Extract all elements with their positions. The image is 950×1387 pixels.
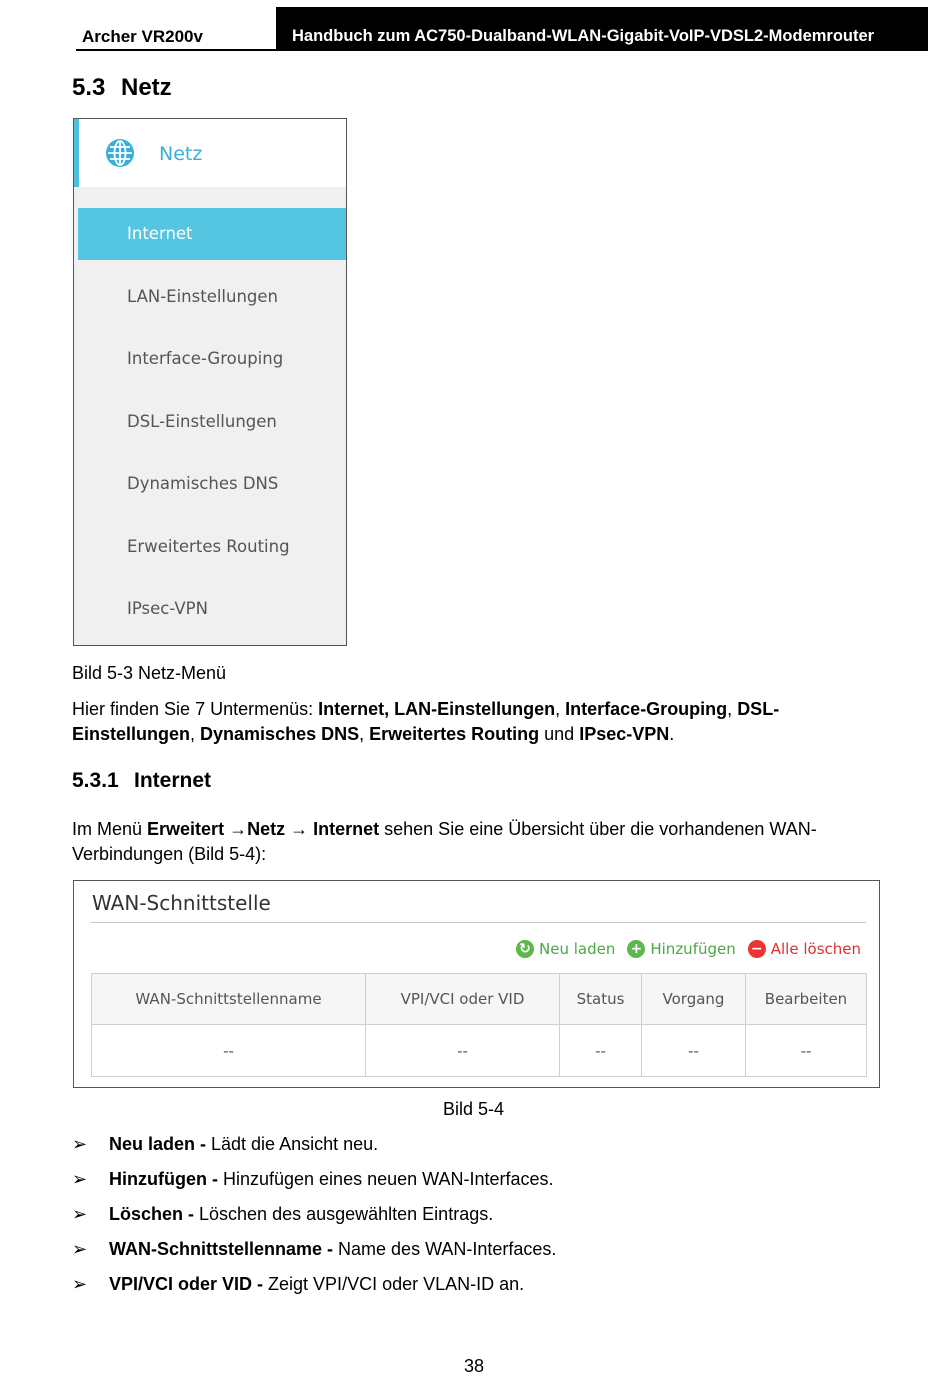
figure-caption-5-3: Bild 5-3 Netz-Menü xyxy=(72,663,227,683)
netz-menu-screenshot xyxy=(73,118,347,646)
table-cell: -- xyxy=(366,1025,560,1077)
menu-header[interactable] xyxy=(74,119,346,187)
column-header: Status xyxy=(560,974,642,1025)
table-header-row xyxy=(92,974,867,1025)
subsection-number: 5.3.1 xyxy=(72,769,119,792)
subsection-heading xyxy=(72,769,211,793)
table-row xyxy=(92,1025,867,1077)
add-button[interactable]: + Hinzufügen xyxy=(627,940,735,958)
intro-line-2: Einstellungen, Dynamisches DNS, Erweitertes Routing und IPsec-VPN. xyxy=(72,723,675,744)
list-item: ➢ WAN-Schnittstellenname - Name des WAN-Interfaces. xyxy=(72,1239,557,1259)
column-header: VPI/VCI oder VID xyxy=(366,974,560,1025)
menu-item-dynamisches-dns[interactable]: Dynamisches DNS xyxy=(127,474,279,493)
section-number: 5.3 xyxy=(72,74,106,101)
intro-paragraph xyxy=(72,697,872,746)
bullet-arrow-icon: ➢ xyxy=(72,1204,88,1224)
arrow-icon: → xyxy=(229,819,248,839)
plus-icon: + xyxy=(627,940,645,958)
wan-table xyxy=(91,973,867,1077)
refresh-icon: ↻ xyxy=(516,940,534,958)
delete-all-button[interactable]: − Alle löschen xyxy=(748,940,861,958)
header-product: Archer VR200v xyxy=(82,27,203,46)
table-cell: -- xyxy=(560,1025,642,1077)
list-item: ➢ Neu laden - Lädt die Ansicht neu. xyxy=(72,1134,379,1154)
menu-item-lan-einstellungen[interactable]: LAN-Einstellungen xyxy=(127,287,279,306)
minus-icon: − xyxy=(748,940,766,958)
globe-icon xyxy=(105,138,135,168)
list-item: ➢ Löschen - Löschen des ausgewählten Eintrags. xyxy=(72,1204,494,1224)
arrow-icon: → xyxy=(290,819,309,839)
figure-caption-5-4: Bild 5-4 xyxy=(443,1099,505,1119)
nav-line-2: Verbindungen (Bild 5-4): xyxy=(72,843,267,864)
wan-interface-screenshot xyxy=(73,880,880,1088)
bullet-arrow-icon: ➢ xyxy=(72,1274,88,1294)
table-cell: -- xyxy=(92,1025,366,1077)
column-header: Bearbeiten xyxy=(746,974,867,1025)
reload-button[interactable]: ↻ Neu laden xyxy=(516,940,615,958)
list-item: ➢ VPI/VCI oder VID - Zeigt VPI/VCI oder VLAN-ID an. xyxy=(72,1274,525,1294)
column-header: WAN-Schnittstellenname xyxy=(92,974,366,1025)
menu-item-ipsec-vpn[interactable]: IPsec-VPN xyxy=(127,599,208,618)
wan-action-bar xyxy=(516,940,861,958)
list-item: ➢ Hinzufügen - Hinzufügen eines neuen WAN-Interfaces. xyxy=(72,1169,554,1189)
bullet-arrow-icon: ➢ xyxy=(72,1239,88,1259)
wan-panel-title: WAN-Schnittstelle xyxy=(92,891,271,915)
header-manual-title: Handbuch zum AC750-Dualband-WLAN-Gigabit-VoIP-VDSL2-Modemrouter xyxy=(276,7,928,51)
bullet-arrow-icon: ➢ xyxy=(72,1169,88,1189)
bullet-arrow-icon: ➢ xyxy=(72,1134,88,1154)
subsection-title: Internet xyxy=(134,769,212,792)
section-title: Netz xyxy=(121,74,172,101)
column-header: Vorgang xyxy=(642,974,746,1025)
page-number: 38 xyxy=(464,1356,485,1376)
intro-line-1: Hier finden Sie 7 Untermenüs: Internet, LAN-Einstellungen, Interface-Grouping, DSL- xyxy=(72,699,780,719)
menu-title: Netz xyxy=(159,143,203,165)
menu-item-internet[interactable]: Internet xyxy=(78,208,346,260)
menu-item-dsl-einstellungen[interactable]: DSL-Einstellungen xyxy=(127,412,277,431)
table-cell: -- xyxy=(746,1025,867,1077)
wan-title-divider xyxy=(91,922,866,923)
section-heading xyxy=(72,74,172,102)
menu-item-erweitertes-routing[interactable]: Erweitertes Routing xyxy=(127,537,290,556)
table-cell: -- xyxy=(642,1025,746,1077)
menu-item-interface-grouping[interactable]: Interface-Grouping xyxy=(127,349,284,368)
navigation-paragraph xyxy=(72,817,892,866)
nav-line-1: Im Menü Erweitert →Netz → Internet sehen Sie eine Übersicht über die vorhandenen WAN- xyxy=(72,819,817,839)
